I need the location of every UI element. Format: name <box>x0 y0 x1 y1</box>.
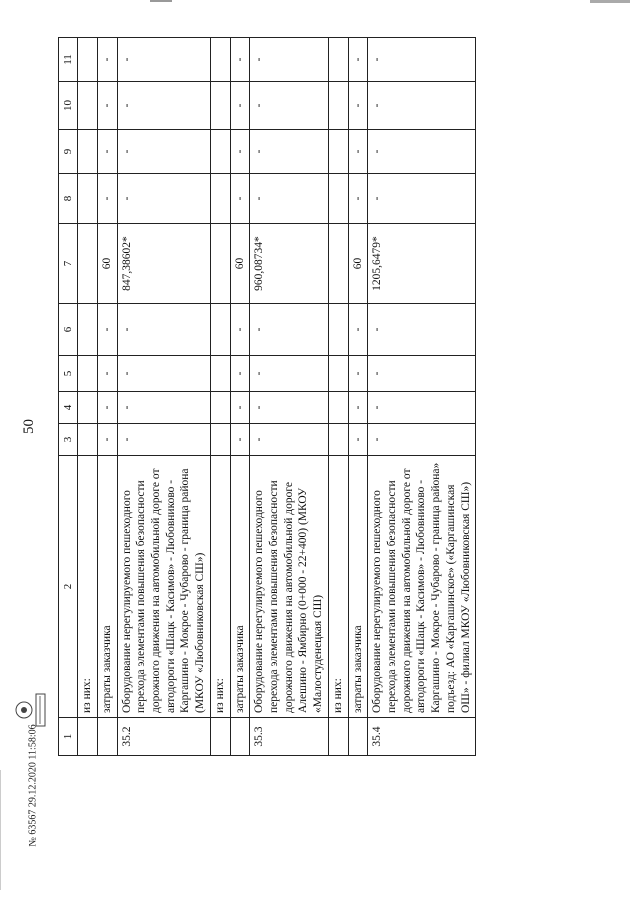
table-cell-10: - <box>117 82 210 130</box>
table-cell-11: - <box>97 38 117 82</box>
table-cell-5: - <box>348 356 368 392</box>
table-cell-1 <box>328 718 348 756</box>
table-cell-6 <box>78 304 98 356</box>
table-cell-7: 60 <box>348 224 368 304</box>
table-cell-10 <box>78 82 98 130</box>
header-cell: 3 <box>59 424 78 456</box>
table-cell-5: - <box>97 356 117 392</box>
table-row <box>348 38 368 756</box>
table-cell-2: из них: <box>328 456 348 718</box>
table-cell-2: затраты заказчика <box>230 456 250 718</box>
table-cell-8: - <box>117 174 210 224</box>
table-cell-6: - <box>368 304 476 356</box>
scan-mark <box>590 0 630 3</box>
table-cell-5 <box>328 356 348 392</box>
table-cell-10: - <box>348 82 368 130</box>
table-row <box>230 38 250 756</box>
table-cell-6: - <box>250 304 329 356</box>
table-cell-11: - <box>368 38 476 82</box>
table-cell-7 <box>78 224 98 304</box>
table-cell-5: - <box>230 356 250 392</box>
table-cell-9 <box>328 130 348 174</box>
header-cell: 7 <box>59 224 78 304</box>
table-cell-10: - <box>368 82 476 130</box>
header-cell: 1 <box>59 718 78 756</box>
table-cell-2: затраты заказчика <box>348 456 368 718</box>
header-cell: 11 <box>59 38 78 82</box>
table-cell-11: - <box>117 38 210 82</box>
table-cell-4: - <box>368 392 476 424</box>
table-cell-4 <box>78 392 98 424</box>
table-cell-10 <box>328 82 348 130</box>
table-cell-2: Оборудование нерегулируемого пешеходного перехода элементами повышения безопасности дорожного движения на автомобильной дороге от автодороги «Шацк - Касимов» - Любовниково - Каргашино - Мокрое - Чубарово - граница района (МКОУ «Любовниковская СШ») <box>117 456 210 718</box>
table-cell-9 <box>78 130 98 174</box>
table-row <box>117 38 210 756</box>
table-cell-5: - <box>250 356 329 392</box>
header-cell: 5 <box>59 356 78 392</box>
table-cell-9: - <box>250 130 329 174</box>
table-cell-5 <box>210 356 230 392</box>
table-cell-7: 847,38602* <box>117 224 210 304</box>
table-cell-4: - <box>250 392 329 424</box>
table-cell-8 <box>78 174 98 224</box>
table-row <box>250 38 329 756</box>
table-cell-1 <box>230 718 250 756</box>
table-cell-4: - <box>348 392 368 424</box>
table-cell-8 <box>328 174 348 224</box>
table-cell-4: - <box>230 392 250 424</box>
table-cell-6: - <box>117 304 210 356</box>
table-cell-4 <box>328 392 348 424</box>
header-cell: 2 <box>59 456 78 718</box>
table-cell-11 <box>210 38 230 82</box>
table-cell-3: - <box>348 424 368 456</box>
table-cell-1: 35.2 <box>117 718 210 756</box>
header-cell: 6 <box>59 304 78 356</box>
table-cell-7: 960,08734* <box>250 224 329 304</box>
table-row <box>368 38 476 756</box>
table-cell-2: затраты заказчика <box>97 456 117 718</box>
header-cell: 8 <box>59 174 78 224</box>
table-cell-10 <box>210 82 230 130</box>
table-cell-9 <box>210 130 230 174</box>
table-cell-6 <box>328 304 348 356</box>
table-row <box>210 38 230 756</box>
table-cell-8: - <box>368 174 476 224</box>
table-cell-2: Оборудование нерегулируемого пешеходного перехода элементами повышения безопасности дорожного движения на автомобильной дороге от автодороги «Шацк - Касимов» - Любовниково - Каргашино - Мокрое - Чубарово - граница района» подъезд: АО «Каргашинское» («Каргашинская ОШ» - филиал МКОУ «Любовниковская СШ») <box>368 456 476 718</box>
table-cell-10: - <box>230 82 250 130</box>
table-cell-3 <box>78 424 98 456</box>
table-cell-8: - <box>250 174 329 224</box>
table-cell-5 <box>78 356 98 392</box>
table-cell-6: - <box>348 304 368 356</box>
table-cell-8: - <box>230 174 250 224</box>
table-cell-9: - <box>368 130 476 174</box>
table-container <box>58 38 630 756</box>
table-cell-8 <box>210 174 230 224</box>
table-cell-1 <box>78 718 98 756</box>
table-cell-6: - <box>230 304 250 356</box>
table-cell-9: - <box>348 130 368 174</box>
table-cell-1 <box>97 718 117 756</box>
table-cell-9: - <box>230 130 250 174</box>
table-cell-3: - <box>250 424 329 456</box>
scan-mark <box>0 770 1 890</box>
table-cell-5: - <box>117 356 210 392</box>
table-cell-7: 60 <box>97 224 117 304</box>
table-row <box>78 38 98 756</box>
table-cell-6: - <box>97 304 117 356</box>
table-cell-11: - <box>230 38 250 82</box>
table-row <box>97 38 117 756</box>
table-cell-3: - <box>97 424 117 456</box>
header-row <box>59 38 78 756</box>
table-cell-3: - <box>230 424 250 456</box>
budget-table <box>58 37 476 756</box>
table-cell-2: из них: <box>78 456 98 718</box>
table-cell-3 <box>328 424 348 456</box>
table-cell-2: из них: <box>210 456 230 718</box>
table-cell-3 <box>210 424 230 456</box>
table-cell-4 <box>210 392 230 424</box>
table-cell-11 <box>328 38 348 82</box>
table-cell-8: - <box>348 174 368 224</box>
table-cell-3: - <box>117 424 210 456</box>
table-cell-4: - <box>97 392 117 424</box>
table-cell-6 <box>210 304 230 356</box>
table-cell-5: - <box>368 356 476 392</box>
table-cell-10: - <box>97 82 117 130</box>
table-row <box>328 38 348 756</box>
table-cell-1: 35.3 <box>250 718 329 756</box>
table-cell-1 <box>210 718 230 756</box>
table-cell-3: - <box>368 424 476 456</box>
header-cell: 9 <box>59 130 78 174</box>
page-number: 50 <box>21 419 37 434</box>
document-signature: № 63567 29.12.2020 11:58:06 <box>27 724 39 847</box>
table-cell-11: - <box>250 38 329 82</box>
table-cell-1: 35.4 <box>368 718 476 756</box>
table-cell-7: 60 <box>230 224 250 304</box>
scan-mark <box>150 0 172 2</box>
table-cell-11: - <box>348 38 368 82</box>
table-cell-7 <box>210 224 230 304</box>
table-cell-7 <box>328 224 348 304</box>
table-cell-1 <box>348 718 368 756</box>
table-cell-8: - <box>97 174 117 224</box>
header-cell: 10 <box>59 82 78 130</box>
table-cell-10: - <box>250 82 329 130</box>
table-cell-11 <box>78 38 98 82</box>
table-cell-9: - <box>97 130 117 174</box>
table-cell-2: Оборудование нерегулируемого пешеходного перехода элементами повышения безопасности дорожного движения на автомобильной дороге Алешино - Ямбирно (0+000 - 22+400) (МКОУ «Малостуденецкая СШ) <box>250 456 329 718</box>
table-cell-9: - <box>117 130 210 174</box>
table-cell-4: - <box>117 392 210 424</box>
table-cell-7: 1205,6479* <box>368 224 476 304</box>
approval-stamp <box>10 692 50 728</box>
header-cell: 4 <box>59 392 78 424</box>
